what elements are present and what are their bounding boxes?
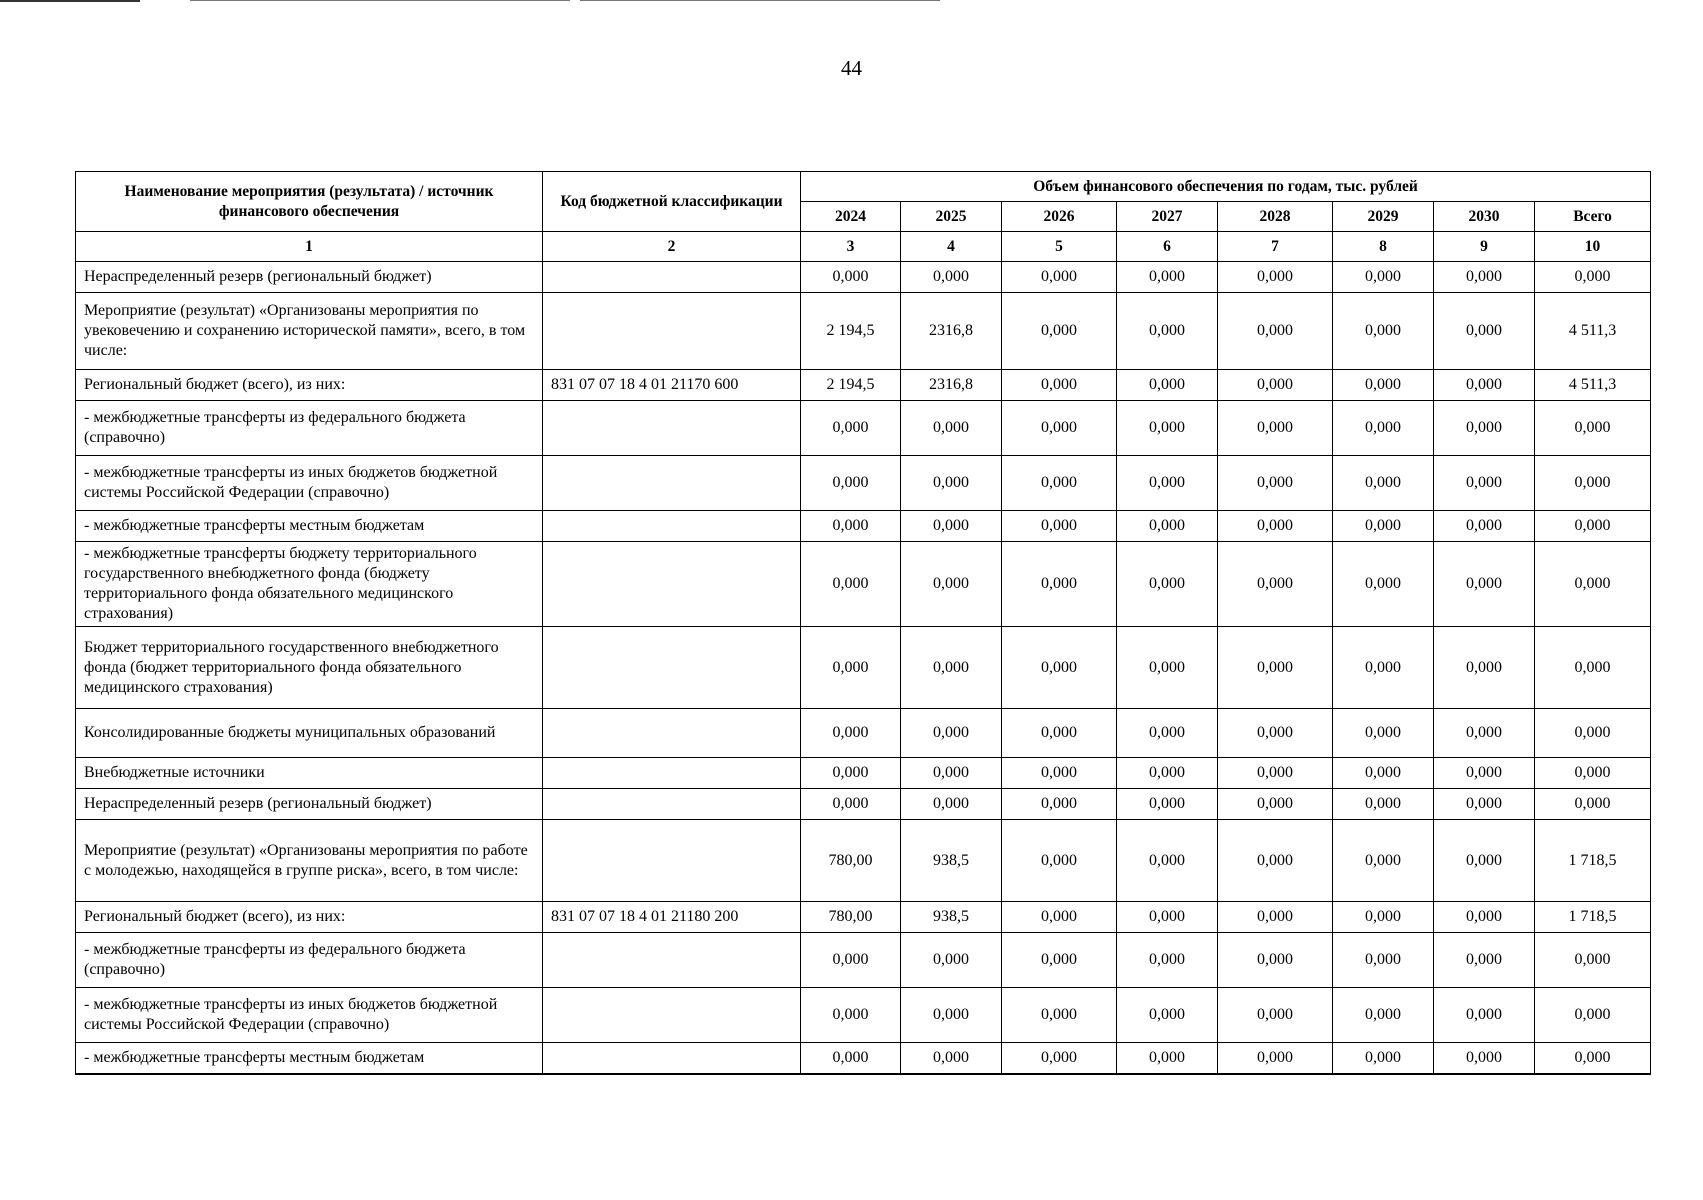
table-row: [76, 511, 1651, 542]
row-year-value: 0,000: [901, 758, 1002, 789]
row-year-value: 0,000: [1218, 709, 1333, 758]
row-code: [543, 933, 801, 988]
row-year-value: 780,00: [801, 902, 901, 933]
table-row: [76, 1043, 1651, 1074]
row-name: Консолидированные бюджеты муниципальных образований: [76, 709, 543, 758]
row-year-value: 0,000: [1333, 933, 1434, 988]
row-name: Внебюджетные источники: [76, 758, 543, 789]
row-year-value: 0,000: [1117, 511, 1218, 542]
row-year-value: 0,000: [801, 511, 901, 542]
row-name: Бюджет территориального государственного внебюджетного фонда (бюджет территориального фонда обязательного медицинского страхования): [76, 627, 543, 709]
row-year-value: 0,000: [901, 542, 1002, 627]
row-year-value: 780,00: [801, 820, 901, 902]
row-name: Региональный бюджет (всего), из них:: [76, 902, 543, 933]
row-year-value: 0,000: [1434, 511, 1535, 542]
row-year-value: 0,000: [801, 1043, 901, 1074]
row-year-value: 0,000: [1333, 902, 1434, 933]
row-year-value: 0,000: [801, 758, 901, 789]
row-year-value: 0,000: [1333, 1043, 1434, 1074]
table-row: [76, 542, 1651, 627]
row-year-value: 0,000: [1333, 293, 1434, 370]
row-year-value: 0,000: [901, 401, 1002, 456]
row-name: - межбюджетные трансферты из иных бюджетов бюджетной системы Российской Федерации (справочно): [76, 988, 543, 1043]
row-year-value: 0,000: [1117, 262, 1218, 293]
header-name: Наименование мероприятия (результата) / источник финансового обеспечения: [76, 172, 543, 232]
header-year: 2029: [1333, 202, 1434, 232]
row-name: Нераспределенный резерв (региональный бюджет): [76, 789, 543, 820]
row-year-value: 0,000: [1333, 262, 1434, 293]
row-year-value: 0,000: [1333, 511, 1434, 542]
table-row: [76, 370, 1651, 401]
row-code: [543, 709, 801, 758]
row-year-value: 0,000: [901, 511, 1002, 542]
row-year-value: 0,000: [1218, 262, 1333, 293]
row-year-value: 0,000: [1218, 401, 1333, 456]
row-year-value: 0,000: [1434, 456, 1535, 511]
row-total-value: 1 718,5: [1535, 902, 1651, 933]
table-row: [76, 758, 1651, 789]
row-year-value: 938,5: [901, 820, 1002, 902]
row-year-value: 0,000: [901, 709, 1002, 758]
row-year-value: 0,000: [1434, 789, 1535, 820]
row-code: [543, 627, 801, 709]
row-code: 831 07 07 18 4 01 21170 600: [543, 370, 801, 401]
header-code: Код бюджетной классификации: [543, 172, 801, 232]
row-year-value: 0,000: [1002, 370, 1117, 401]
row-year-value: 0,000: [1434, 902, 1535, 933]
row-year-value: 0,000: [1333, 542, 1434, 627]
row-code: 831 07 07 18 4 01 21180 200: [543, 902, 801, 933]
row-total-value: 4 511,3: [1535, 370, 1651, 401]
row-code: [543, 401, 801, 456]
row-code: [543, 1043, 801, 1074]
row-year-value: 0,000: [1333, 709, 1434, 758]
row-total-value: 0,000: [1535, 709, 1651, 758]
row-year-value: 0,000: [1218, 456, 1333, 511]
row-year-value: 0,000: [1218, 1043, 1333, 1074]
scan-artifact-line: [580, 0, 940, 1]
row-year-value: 0,000: [1002, 820, 1117, 902]
row-year-value: 0,000: [1117, 933, 1218, 988]
row-year-value: 0,000: [1218, 627, 1333, 709]
table-row: [76, 988, 1651, 1043]
header-volume: Объем финансового обеспечения по годам, тыс. рублей: [801, 172, 1651, 202]
row-year-value: 0,000: [1218, 511, 1333, 542]
column-number-row: [76, 232, 1651, 262]
column-number: 9: [1434, 232, 1535, 262]
row-year-value: 0,000: [1117, 401, 1218, 456]
row-year-value: 0,000: [1002, 988, 1117, 1043]
row-total-value: 0,000: [1535, 988, 1651, 1043]
row-year-value: 0,000: [1002, 262, 1117, 293]
row-code: [543, 293, 801, 370]
row-year-value: 0,000: [1002, 709, 1117, 758]
row-year-value: 0,000: [1117, 370, 1218, 401]
row-year-value: 938,5: [901, 902, 1002, 933]
row-year-value: 0,000: [1002, 758, 1117, 789]
row-name: - межбюджетные трансферты местным бюджетам: [76, 511, 543, 542]
row-year-value: 0,000: [1333, 627, 1434, 709]
row-year-value: 0,000: [1002, 542, 1117, 627]
row-total-value: 0,000: [1535, 262, 1651, 293]
column-number: 7: [1218, 232, 1333, 262]
row-year-value: 0,000: [801, 789, 901, 820]
row-name: - межбюджетные трансферты из федерального бюджета (справочно): [76, 401, 543, 456]
header-year: 2024: [801, 202, 901, 232]
table-row: [76, 627, 1651, 709]
row-year-value: 0,000: [1434, 988, 1535, 1043]
header-total: Всего: [1535, 202, 1651, 232]
row-year-value: 0,000: [1333, 789, 1434, 820]
header-year: 2028: [1218, 202, 1333, 232]
row-total-value: 0,000: [1535, 456, 1651, 511]
row-year-value: 0,000: [1117, 709, 1218, 758]
row-name: - межбюджетные трансферты бюджету территориального государственного внебюджетного фонда (бюджету территориального фонда обязательного медицинского страхования): [76, 542, 543, 627]
row-year-value: 2 194,5: [801, 370, 901, 401]
row-name: - межбюджетные трансферты местным бюджетам: [76, 1043, 543, 1074]
row-year-value: 0,000: [1002, 933, 1117, 988]
row-year-value: 0,000: [801, 456, 901, 511]
table-row: [76, 456, 1651, 511]
row-total-value: 0,000: [1535, 758, 1651, 789]
row-year-value: 0,000: [901, 789, 1002, 820]
row-total-value: 0,000: [1535, 401, 1651, 456]
row-total-value: 0,000: [1535, 511, 1651, 542]
table-row: [76, 933, 1651, 988]
row-code: [543, 511, 801, 542]
row-code: [543, 789, 801, 820]
row-year-value: 0,000: [1333, 401, 1434, 456]
row-total-value: 0,000: [1535, 542, 1651, 627]
table-row: [76, 820, 1651, 902]
row-year-value: 0,000: [801, 988, 901, 1043]
row-year-value: 0,000: [801, 933, 901, 988]
row-year-value: 0,000: [1333, 370, 1434, 401]
row-year-value: 0,000: [901, 627, 1002, 709]
row-year-value: 0,000: [1333, 988, 1434, 1043]
row-year-value: 0,000: [1117, 758, 1218, 789]
row-year-value: 0,000: [901, 456, 1002, 511]
header-year: 2026: [1002, 202, 1117, 232]
row-year-value: 0,000: [1218, 933, 1333, 988]
row-year-value: 0,000: [1002, 293, 1117, 370]
row-total-value: 1 718,5: [1535, 820, 1651, 902]
row-year-value: 0,000: [801, 542, 901, 627]
table-row: [76, 902, 1651, 933]
row-year-value: 0,000: [1218, 988, 1333, 1043]
row-year-value: 0,000: [1218, 542, 1333, 627]
row-year-value: 0,000: [1218, 902, 1333, 933]
row-year-value: 0,000: [801, 627, 901, 709]
row-code: [543, 758, 801, 789]
row-year-value: 0,000: [1434, 293, 1535, 370]
row-year-value: 0,000: [1002, 456, 1117, 511]
table-row: [76, 293, 1651, 370]
header-row-top: [76, 172, 1651, 202]
row-name: - межбюджетные трансферты из федерального бюджета (справочно): [76, 933, 543, 988]
row-year-value: 0,000: [1434, 933, 1535, 988]
column-number: 4: [901, 232, 1002, 262]
row-year-value: 0,000: [1333, 820, 1434, 902]
row-name: Региональный бюджет (всего), из них:: [76, 370, 543, 401]
row-year-value: 0,000: [1434, 758, 1535, 789]
row-year-value: 0,000: [1434, 262, 1535, 293]
row-year-value: 0,000: [1434, 1043, 1535, 1074]
row-name: Нераспределенный резерв (региональный бюджет): [76, 262, 543, 293]
row-year-value: 0,000: [1117, 789, 1218, 820]
financing-table: [75, 171, 1651, 1075]
column-number: 2: [543, 232, 801, 262]
row-total-value: 0,000: [1535, 627, 1651, 709]
row-year-value: 0,000: [1218, 370, 1333, 401]
row-year-value: 0,000: [1002, 401, 1117, 456]
scan-artifact-line: [0, 0, 140, 2]
table-row: [76, 789, 1651, 820]
row-year-value: 0,000: [901, 1043, 1002, 1074]
column-number: 6: [1117, 232, 1218, 262]
row-year-value: 0,000: [1218, 758, 1333, 789]
row-year-value: 2316,8: [901, 293, 1002, 370]
row-year-value: 0,000: [1117, 542, 1218, 627]
row-year-value: 0,000: [1218, 820, 1333, 902]
row-total-value: 0,000: [1535, 933, 1651, 988]
row-year-value: 0,000: [1218, 789, 1333, 820]
row-code: [543, 988, 801, 1043]
row-name: - межбюджетные трансферты из иных бюджетов бюджетной системы Российской Федерации (справочно): [76, 456, 543, 511]
header-year: 2027: [1117, 202, 1218, 232]
table-row: [76, 262, 1651, 293]
column-number: 1: [76, 232, 543, 262]
row-year-value: 0,000: [901, 933, 1002, 988]
row-year-value: 2316,8: [901, 370, 1002, 401]
row-year-value: 0,000: [1002, 902, 1117, 933]
row-code: [543, 820, 801, 902]
row-year-value: 0,000: [1434, 627, 1535, 709]
row-year-value: 0,000: [1117, 293, 1218, 370]
page-number: 44: [841, 56, 862, 80]
row-year-value: 2 194,5: [801, 293, 901, 370]
column-number: 5: [1002, 232, 1117, 262]
row-year-value: 0,000: [1117, 456, 1218, 511]
row-year-value: 0,000: [1117, 902, 1218, 933]
row-year-value: 0,000: [801, 401, 901, 456]
table-body: [76, 262, 1651, 1074]
row-year-value: 0,000: [1333, 758, 1434, 789]
row-year-value: 0,000: [901, 262, 1002, 293]
row-name: Мероприятие (результат) «Организованы мероприятия по увековечению и сохранению исторической памяти», всего, в том числе:: [76, 293, 543, 370]
row-year-value: 0,000: [1002, 789, 1117, 820]
row-year-value: 0,000: [1434, 370, 1535, 401]
table-row: [76, 709, 1651, 758]
row-year-value: 0,000: [801, 709, 901, 758]
row-name: Мероприятие (результат) «Организованы мероприятия по работе с молодежью, находящейся в группе риска», всего, в том числе:: [76, 820, 543, 902]
row-year-value: 0,000: [1117, 988, 1218, 1043]
row-code: [543, 542, 801, 627]
column-number: 10: [1535, 232, 1651, 262]
row-year-value: 0,000: [1434, 709, 1535, 758]
column-number: 8: [1333, 232, 1434, 262]
row-year-value: 0,000: [1434, 542, 1535, 627]
row-year-value: 0,000: [1117, 1043, 1218, 1074]
column-number: 3: [801, 232, 901, 262]
row-total-value: 0,000: [1535, 1043, 1651, 1074]
header-year: 2025: [901, 202, 1002, 232]
row-code: [543, 262, 801, 293]
row-year-value: 0,000: [1218, 293, 1333, 370]
row-year-value: 0,000: [1117, 627, 1218, 709]
row-total-value: 0,000: [1535, 789, 1651, 820]
row-total-value: 4 511,3: [1535, 293, 1651, 370]
row-year-value: 0,000: [1434, 401, 1535, 456]
row-year-value: 0,000: [801, 262, 901, 293]
row-year-value: 0,000: [901, 988, 1002, 1043]
row-year-value: 0,000: [1002, 1043, 1117, 1074]
row-year-value: 0,000: [1002, 627, 1117, 709]
scan-artifact-line: [190, 0, 570, 1]
row-year-value: 0,000: [1002, 511, 1117, 542]
row-year-value: 0,000: [1434, 820, 1535, 902]
table-row: [76, 401, 1651, 456]
row-year-value: 0,000: [1333, 456, 1434, 511]
row-year-value: 0,000: [1117, 820, 1218, 902]
row-code: [543, 456, 801, 511]
header-year: 2030: [1434, 202, 1535, 232]
